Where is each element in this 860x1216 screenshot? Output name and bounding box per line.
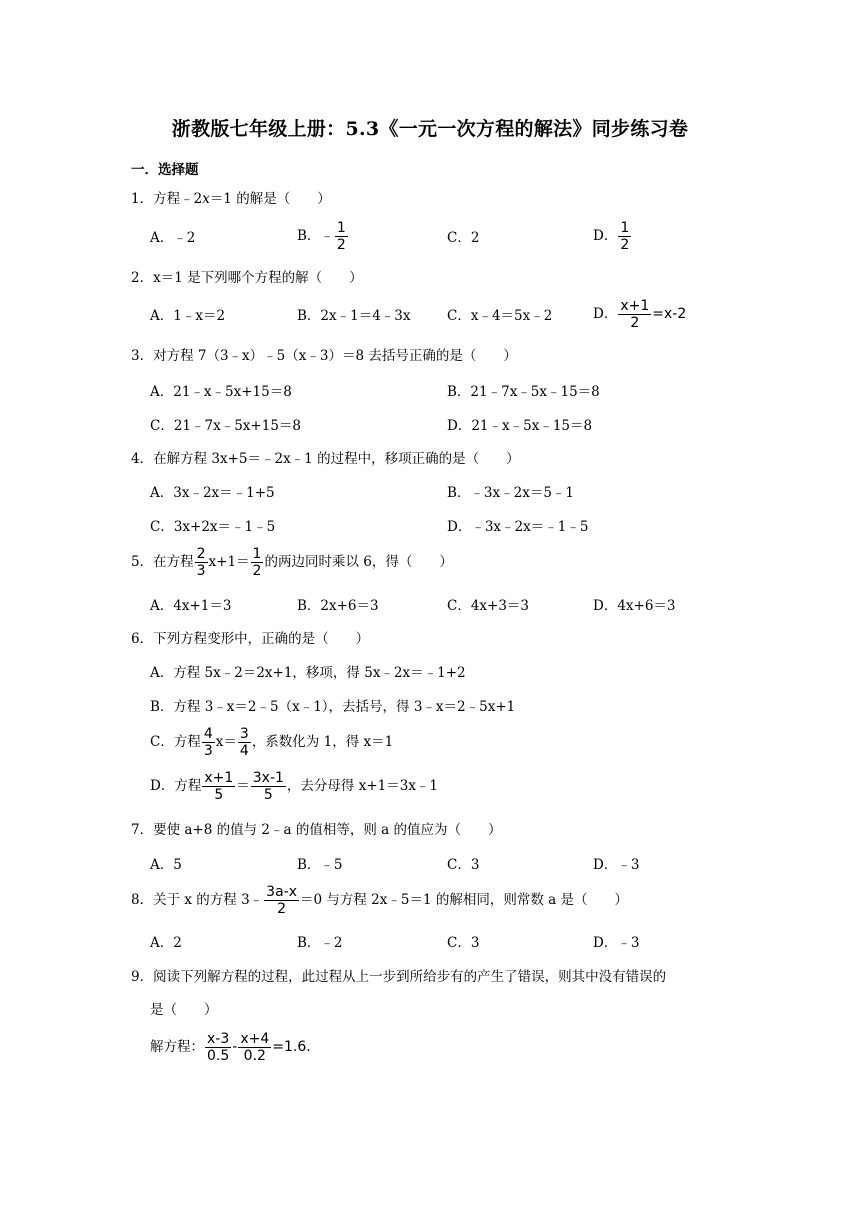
fraction-numerator: 2 bbox=[196, 546, 206, 562]
q6-option-d-fraction-1 bbox=[202, 770, 235, 803]
q6-option-c-text: C．方程 bbox=[150, 734, 201, 750]
fraction-denominator: 0.2 bbox=[243, 1048, 266, 1064]
question-7-stem: 7．要使 a+8 的值与 2﹣a 的值相等，则 a 的值应为（ ） bbox=[131, 822, 502, 838]
q1-stem-text: 1．方程﹣2 bbox=[131, 191, 203, 207]
question-6-stem: 6．下列方程变形中，正确的是（ ） bbox=[131, 631, 370, 647]
q1-option-d-label: D． bbox=[593, 228, 618, 244]
q2-option-c: C．x﹣4＝5x﹣2 bbox=[447, 308, 553, 324]
q8-fraction bbox=[264, 884, 299, 917]
q5-fraction-2 bbox=[251, 546, 264, 579]
q8-option-c: C．3 bbox=[447, 935, 480, 951]
q6-option-d-fraction-2 bbox=[251, 770, 286, 803]
q6-option-c-fraction-2 bbox=[238, 726, 251, 759]
fraction-denominator: 4 bbox=[239, 743, 249, 759]
q1-option-a: A．﹣2 bbox=[150, 230, 196, 246]
q5-stem-text-end: 的两边同时乘以 6，得（ ） bbox=[264, 554, 453, 570]
q6-option-b: B．方程 3﹣x＝2﹣5（x﹣1），去括号，得 3﹣x＝2﹣5x+1 bbox=[150, 699, 516, 715]
fraction-numerator: 1 bbox=[620, 220, 630, 236]
question-9-stem-line-2: 是（ ） bbox=[150, 1002, 218, 1018]
fraction-numerator: 4 bbox=[203, 726, 213, 742]
q2-option-d-fraction bbox=[618, 298, 651, 331]
q2-option-d-label: D． bbox=[593, 306, 618, 322]
q5-option-d: D．4x+6＝3 bbox=[593, 598, 676, 614]
q9-equation-rhs: =1.6. bbox=[272, 1039, 311, 1055]
q1-option-b bbox=[297, 220, 349, 253]
fraction-denominator: 3 bbox=[196, 563, 206, 579]
question-1-stem bbox=[131, 189, 331, 209]
q2-option-d-suffix: =x-2 bbox=[652, 306, 687, 322]
q1-option-d bbox=[593, 220, 632, 253]
q4-option-c: C．3x+2x＝﹣1﹣5 bbox=[150, 519, 276, 535]
fraction-numerator: 3x-1 bbox=[252, 770, 284, 786]
q6-option-c-text-end: ，系数化为 1，得 x＝1 bbox=[251, 734, 394, 750]
q5-fraction-1 bbox=[195, 546, 208, 579]
question-3-stem: 3．对方程 7（3﹣x）﹣5（x﹣3）＝8 去括号正确的是（ ） bbox=[131, 348, 517, 364]
fraction-denominator: 2 bbox=[620, 237, 630, 253]
q3-option-d: D．21﹣x﹣5x﹣15＝8 bbox=[447, 418, 593, 434]
q8-stem-text: 8．关于 x 的方程 3﹣ bbox=[131, 892, 264, 908]
q1-stem-text-end: ＝1 的解是（ ） bbox=[209, 191, 331, 207]
q1-option-b-fraction bbox=[335, 220, 348, 253]
fraction-denominator: 5 bbox=[263, 787, 273, 803]
q8-option-d: D．﹣3 bbox=[593, 935, 640, 951]
fraction-numerator: 3 bbox=[239, 726, 249, 742]
q8-stem-text-end: ＝0 与方程 2x﹣5＝1 的解相同，则常数 a 是（ ） bbox=[300, 892, 628, 908]
q4-option-d: D．﹣3x﹣2x＝﹣1﹣5 bbox=[447, 519, 589, 535]
q8-option-b: B．﹣2 bbox=[297, 935, 343, 951]
q1-variable: x bbox=[202, 191, 210, 207]
q1-option-c: C．2 bbox=[447, 230, 480, 246]
q7-option-c: C．3 bbox=[447, 857, 480, 873]
question-8-stem bbox=[131, 884, 628, 917]
fraction-numerator: x+4 bbox=[240, 1031, 270, 1047]
q7-option-d: D．﹣3 bbox=[593, 857, 640, 873]
q7-option-a: A．5 bbox=[150, 857, 182, 873]
q5-stem-text-mid: x+1＝ bbox=[208, 554, 250, 570]
q1-option-b-label: B．﹣ bbox=[297, 228, 334, 244]
fraction-denominator: 5 bbox=[214, 787, 224, 803]
question-9-stem-line-1: 9．阅读下列解方程的过程，此过程从上一步到所给步有的产生了错误，则其中没有错误的 bbox=[131, 969, 667, 985]
fraction-numerator: x+1 bbox=[204, 770, 234, 786]
q5-option-a: A．4x+1＝3 bbox=[150, 598, 232, 614]
q9-minus-sign: - bbox=[232, 1039, 238, 1055]
question-2-stem: 2．x＝1 是下列哪个方程的解（ ） bbox=[131, 270, 363, 286]
q6-option-d-text-mid: ＝ bbox=[236, 778, 250, 794]
q9-fraction-1 bbox=[205, 1031, 231, 1064]
question-4-stem: 4．在解方程 3x+5＝﹣2x﹣1 的过程中，移项正确的是（ ） bbox=[131, 451, 520, 467]
q5-stem-text: 5．在方程 bbox=[131, 554, 194, 570]
page-title: 浙教版七年级上册：5.3《一元一次方程的解法》同步练习卷 bbox=[171, 118, 689, 140]
q6-option-c-text-mid: x＝ bbox=[215, 734, 237, 750]
fraction-denominator: 2 bbox=[252, 563, 262, 579]
q3-option-c: C．21﹣7x﹣5x+15＝8 bbox=[150, 418, 301, 434]
fraction-denominator: 0.5 bbox=[207, 1048, 230, 1064]
q1-option-d-fraction bbox=[618, 220, 631, 253]
section-heading: 一．选择题 bbox=[131, 162, 199, 178]
q2-option-d bbox=[593, 298, 686, 331]
fraction-denominator: 2 bbox=[277, 901, 287, 917]
fraction-numerator: 3a-x bbox=[266, 884, 297, 900]
fraction-denominator: 3 bbox=[203, 743, 213, 759]
q7-option-b: B．﹣5 bbox=[297, 857, 343, 873]
question-5-stem bbox=[131, 546, 453, 579]
q6-option-d bbox=[150, 770, 438, 803]
q5-option-c: C．4x+3＝3 bbox=[447, 598, 530, 614]
q3-option-a: A．21﹣x﹣5x+15＝8 bbox=[150, 384, 292, 400]
q4-option-a: A．3x﹣2x＝﹣1+5 bbox=[150, 485, 275, 501]
fraction-numerator: 1 bbox=[336, 220, 346, 236]
q5-option-b: B．2x+6＝3 bbox=[297, 598, 379, 614]
q3-option-b: B．21﹣7x﹣5x﹣15＝8 bbox=[447, 384, 600, 400]
q2-option-a: A．1﹣x＝2 bbox=[150, 308, 226, 324]
q6-option-c-fraction-1 bbox=[202, 726, 215, 759]
fraction-numerator: x-3 bbox=[205, 1031, 231, 1048]
q9-fraction-2 bbox=[238, 1031, 271, 1064]
q8-option-a: A．2 bbox=[150, 935, 182, 951]
q6-option-d-text-end: ，去分母得 x+1＝3x﹣1 bbox=[286, 778, 439, 794]
q6-option-d-text: D．方程 bbox=[150, 778, 202, 794]
fraction-numerator: 1 bbox=[252, 546, 262, 562]
q2-option-b: B．2x﹣1＝4﹣3x bbox=[297, 308, 411, 324]
q6-option-c bbox=[150, 726, 393, 759]
q6-option-a: A．方程 5x﹣2＝2x+1，移项，得 5x﹣2x＝﹣1+2 bbox=[150, 665, 466, 681]
q4-option-b: B．﹣3x﹣2x＝5﹣1 bbox=[447, 485, 575, 501]
fraction-denominator: 2 bbox=[336, 237, 346, 253]
q9-equation-label: 解方程： bbox=[150, 1039, 204, 1055]
fraction-denominator: 2 bbox=[630, 315, 640, 331]
q9-equation bbox=[150, 1031, 311, 1064]
fraction-numerator: x+1 bbox=[620, 298, 650, 314]
